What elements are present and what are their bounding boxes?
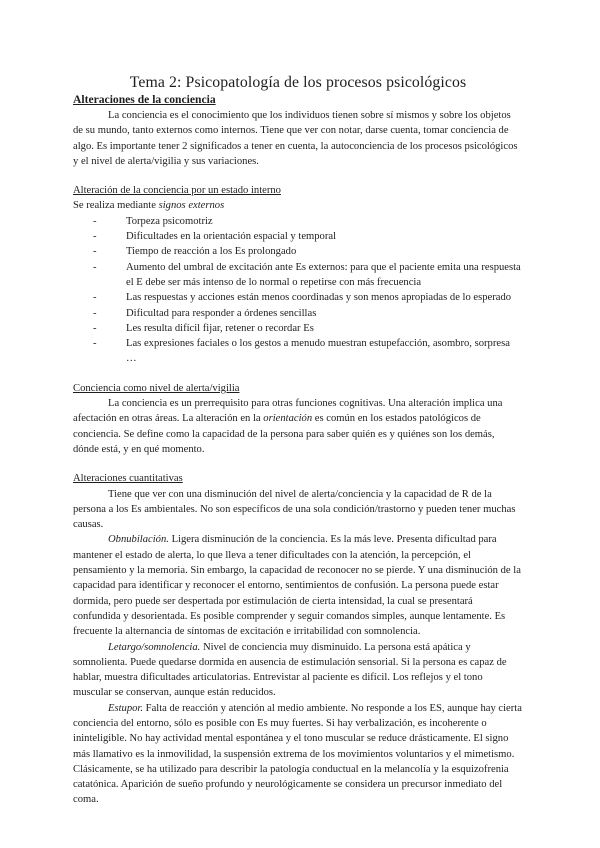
paragraph-signos-externos: Se realiza mediante signos externos	[73, 200, 225, 212]
list-item: - Dificultad para responder a órdenes sencillas	[93, 306, 523, 321]
emphasis-orientacion: orientación	[263, 413, 313, 425]
term-obnubilacion: Obnubilación.	[108, 534, 169, 546]
paragraph-estupor: Estupor. Falta de reacción y atención al medio ambiente. No responde a los ES, aunque hay cierta conciencia del entorno, sólo es posible con Es muy fuertes. Si hay verbalización, es incoherente o ininteligible. No hay actividad mental espontánea y el tono muscular se reduce drásticamente. El signo más llamativo es la inmovilidad, la suspensión extrema de los movimientos voluntarios y el mimetismo. Clásicamente, se ha utilizado para describir la patología conductual en la melancolía y la esquizofrenia catatónica. Aparición de sueño profundo y neurológicamente se considera un precursor inmediato del coma.	[73, 702, 522, 806]
dash-bullet: -	[93, 231, 97, 243]
paragraph-letargo: Letargo/somnolencia. Nivel de conciencia muy disminuido. La persona está apática y somnolienta. Puede quedarse dormida en ausencia de estimulación sensorial. Si la persona es capaz de hablar, muestra dificultades articulatorias. Entrevistar al paciente es difícil. Los reflejos y el tono muscular se conservan, aunque están reducidos.	[73, 641, 507, 699]
paragraph-prerrequisito: La conciencia es un prerrequisito para otras funciones cognitivas. Una alteración implica una afectación en otras áreas. La alteración en la orientación es común en los estados patológicos de conciencia. Se define como la capacidad de la persona para saber quién es y quiénes son los demás, dónde está, y en qué momento.	[73, 398, 503, 455]
subheading-estado-interno: Alteración de la conciencia por un estado interno	[73, 185, 281, 197]
subheading-nivel-alerta: Conciencia como nivel de alerta/vigilia	[73, 382, 240, 394]
document-page	[73, 74, 523, 808]
dash-bullet: -	[93, 261, 97, 273]
dash-bullet: -	[93, 215, 97, 227]
list-item: - Torpeza psicomotriz	[93, 214, 523, 229]
paragraph-obnubilacion: Obnubilación. Ligera disminución de la conciencia. Es la más leve. Presenta dificultad para mantener el estado de alerta, lo que lleva a tener dificultades con la atención, la percepción, el pensamiento y la memoria. Sin embargo, la capacidad de reconocer no se pierde. Y una disminución de la capacidad para identificar y reconocer el entorno, sentimientos de confusión. La persona puede estar dormida, pero puede ser despertada por estimulación de cierta intensidad, la cual se presentará confundida y desorientada. Es posible comprender y seguir comandos simples, aunque lentamente. Es frecuente la alternancia de síntomas de excitación e irritabilidad con somnolencia.	[73, 534, 521, 638]
list-item: - Aumento del umbral de excitación ante Es externos: para que el paciente emita una respuesta el E debe ser más intenso de lo normal o repetirse con más frecuencia	[93, 261, 521, 288]
list-item: - Les resulta difícil fijar, retener o recordar Es	[93, 321, 523, 336]
dash-bullet: -	[93, 322, 97, 334]
signos-list	[73, 214, 523, 367]
list-item: - Las expresiones faciales o los gestos a menudo muestran estupefacción, asombro, sorpresa …	[93, 338, 510, 365]
list-item: - Tiempo de reacción a los Es prolongado	[93, 244, 523, 259]
term-estupor: Estupor.	[108, 702, 144, 714]
list-item: - Las respuestas y acciones están menos coordinadas y son menos apropiadas de lo esperado	[93, 290, 523, 305]
paragraph-cuantitativas-intro: Tiene que ver con una disminución del nivel de alerta/conciencia y la capacidad de R de la persona a los Es ambientales. No son específicos de una sola condición/trastorno y pueden tener muchas causas.	[73, 488, 516, 531]
section-heading-alteraciones-conciencia: Alteraciones de la conciencia	[73, 93, 216, 106]
dash-bullet: -	[93, 307, 97, 319]
emphasis-signos-externos: signos externos	[158, 200, 225, 212]
dash-bullet: -	[93, 338, 97, 350]
document-title: Tema 2: Psicopatología de los procesos psicológicos	[129, 74, 467, 91]
list-item: - Dificultades en la orientación espacial y temporal	[93, 229, 523, 244]
paragraph-definicion-conciencia: La conciencia es el conocimiento que los individuos tienen sobre sí mismos y sobre los objetos de su mundo, tanto externos como internos. Tiene que ver con notar, darse cuenta, tomar conciencia de algo. Es importante tener 2 significados a tener en cuenta, la autoconciencia de los procesos psicológicos y el nivel de alerta/vigilia y sus variaciones.	[73, 110, 518, 167]
dash-bullet: -	[93, 292, 97, 304]
subheading-cuantitativas: Alteraciones cuantitativas	[73, 473, 183, 485]
term-letargo: Letargo/somnolencia.	[108, 641, 201, 653]
dash-bullet: -	[93, 246, 97, 258]
